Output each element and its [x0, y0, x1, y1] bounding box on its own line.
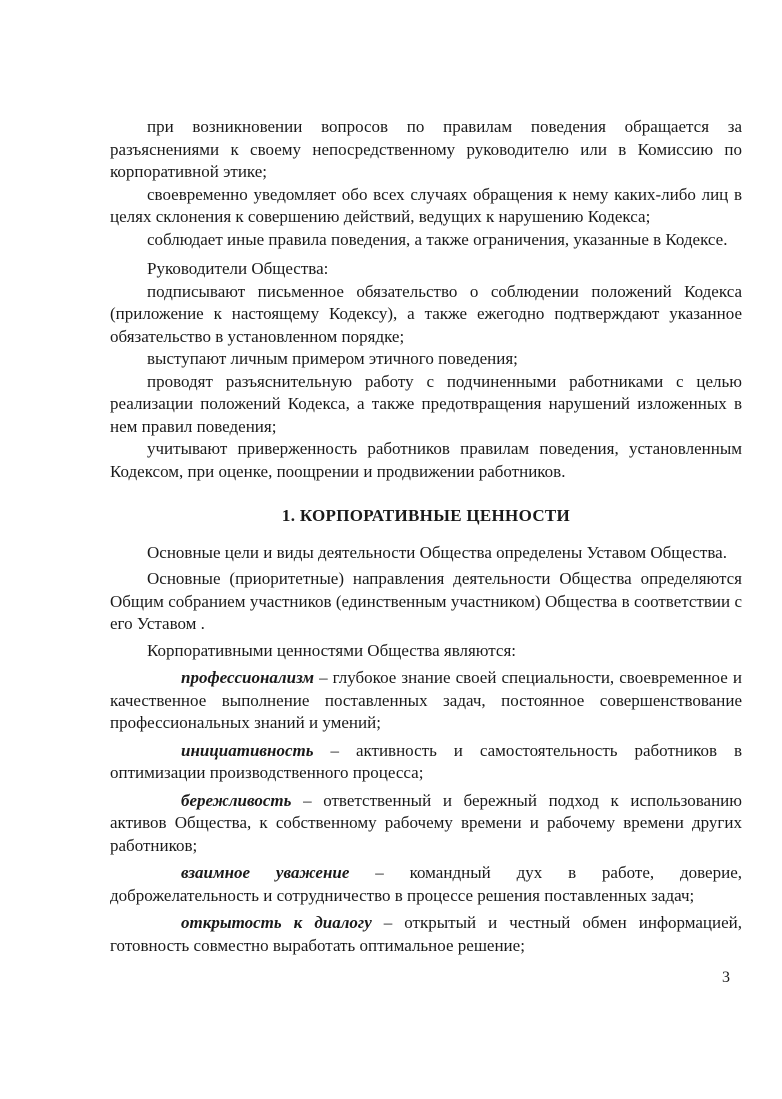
value-item: [110, 667, 742, 735]
value-term: взаимное уважение: [181, 863, 350, 882]
managers-item: подписывают письменное обязательство о соблюдении положений Кодекса (приложение к настоящему Кодексу), а также ежегодно подтверждают указанное обязательство в установленном порядке;: [110, 281, 742, 346]
value-item: [110, 912, 742, 957]
managers-item: выступают личным примером этичного поведения;: [147, 349, 518, 368]
value-description: – открытый и честный обмен информацией, готовность совместно выработать оптимальное решение;: [110, 913, 742, 955]
intro-paragraph: соблюдает иные правила поведения, а также ограничения, указанные в Кодексе.: [147, 229, 728, 249]
section-title: 1. КОРПОРАТИВНЫЕ ЦЕННОСТИ: [281, 506, 571, 525]
value-term: открытость к диалогу: [181, 913, 372, 932]
value-item: [110, 740, 742, 785]
section-body: [110, 542, 742, 958]
page-number: 3: [722, 969, 730, 986]
managers-item: учитывают приверженность работников правилам поведения, установленным Кодексом, при оценке, поощрении и продвижении работников.: [110, 439, 742, 481]
managers-heading: Руководители Общества:: [147, 259, 329, 278]
value-description: – командный дух в работе, доверие, доброжелательность и сотрудничество в процессе решения поставленных задач;: [110, 863, 742, 905]
section-paragraph: Корпоративными ценностями Общества являются:: [147, 640, 516, 660]
value-item: [110, 790, 742, 858]
value-description: – активность и самостоятельность работников в оптимизации производственного процесса;: [110, 740, 742, 782]
intro-paragraph: при возникновении вопросов по правилам поведения обращается за разъяснениями к своему непосредственному руководителю или в Комиссию по корпоративной этике;: [110, 117, 742, 181]
managers-item: проводят разъяснительную работу с подчиненными работниками с целью реализации положений Кодекса, а также предотвращения нарушений изложенных в нем правил поведения;: [110, 371, 742, 436]
intro-paragraph: своевременно уведомляет обо всех случаях обращения к нему каких-либо лиц в целях склонения к совершению действий, ведущих к нарушению Кодекса;: [110, 184, 742, 226]
section-paragraph: Основные цели и виды деятельности Общества определены Уставом Общества.: [147, 542, 727, 562]
value-description: – глубокое знание своей специальности, своевременное и качественное выполнение поставленных задач, постоянное совершенствование профессиональных знаний и умений;: [110, 668, 742, 732]
value-term: профессионализм: [181, 668, 314, 687]
value-item: [110, 862, 742, 907]
value-term: инициативность: [181, 740, 314, 760]
value-term: бережливость: [181, 790, 292, 810]
value-description: – ответственный и бережный подход к использованию активов Общества, к собственному рабочему времени и рабочему времени других работников;: [110, 790, 742, 855]
section-paragraph: Основные (приоритетные) направления деятельности Общества определяются Общим собранием участников (единственным участником) Общества в соответствии с его Уставом .: [110, 569, 742, 633]
page-content: [110, 116, 742, 957]
